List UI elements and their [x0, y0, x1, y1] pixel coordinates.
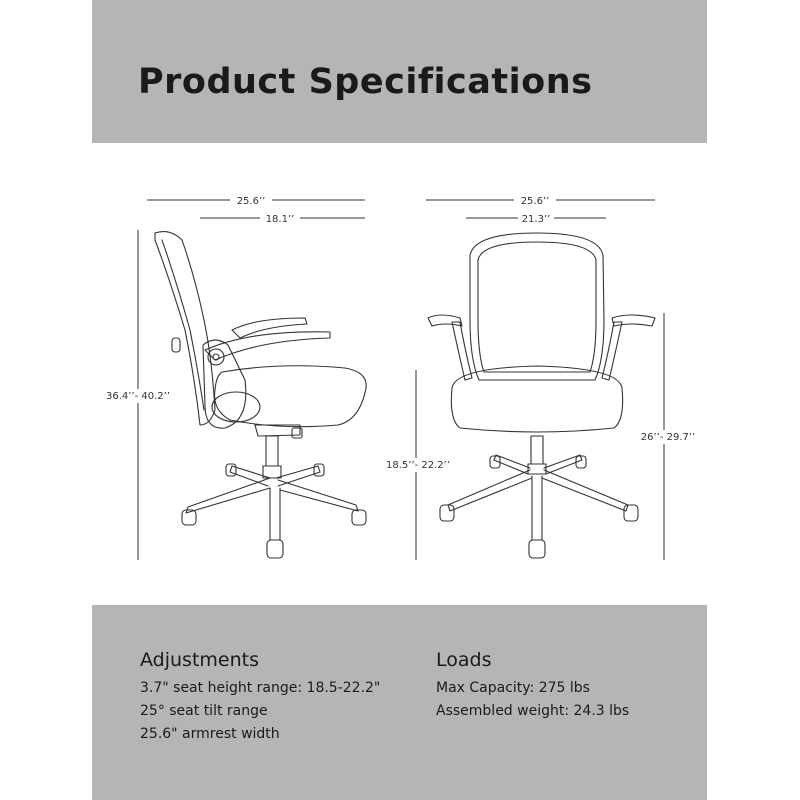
adjustment-line: 3.7" seat height range: 18.5-22.2": [140, 680, 381, 696]
load-line: Assembled weight: 24.3 lbs: [436, 703, 630, 719]
front-view-chair: [428, 233, 655, 558]
front-arm-height-label: 26’’- 29.7’’: [640, 432, 696, 443]
load-line: Max Capacity: 275 lbs: [436, 680, 590, 696]
adjustment-line: 25° seat tilt range: [140, 703, 268, 719]
side-height-label: 36.4’’- 40.2’’: [105, 391, 171, 402]
adjustments-title: Adjustments: [140, 649, 259, 671]
chair-dimension-diagram: [0, 143, 800, 605]
front-seat-height-label: 18.5’’- 22.2’’: [385, 460, 451, 471]
front-width-label: 25.6’’: [520, 196, 550, 207]
adjustment-line: 25.6" armrest width: [140, 726, 280, 742]
side-depth-label: 18.1’’: [265, 214, 295, 225]
loads-title: Loads: [436, 649, 492, 671]
side-width-label: 25.6’’: [236, 196, 266, 207]
page-title: Product Specifications: [138, 62, 593, 102]
side-view-chair: [155, 232, 366, 558]
front-seat-width-label: 21.3’’: [521, 214, 551, 225]
